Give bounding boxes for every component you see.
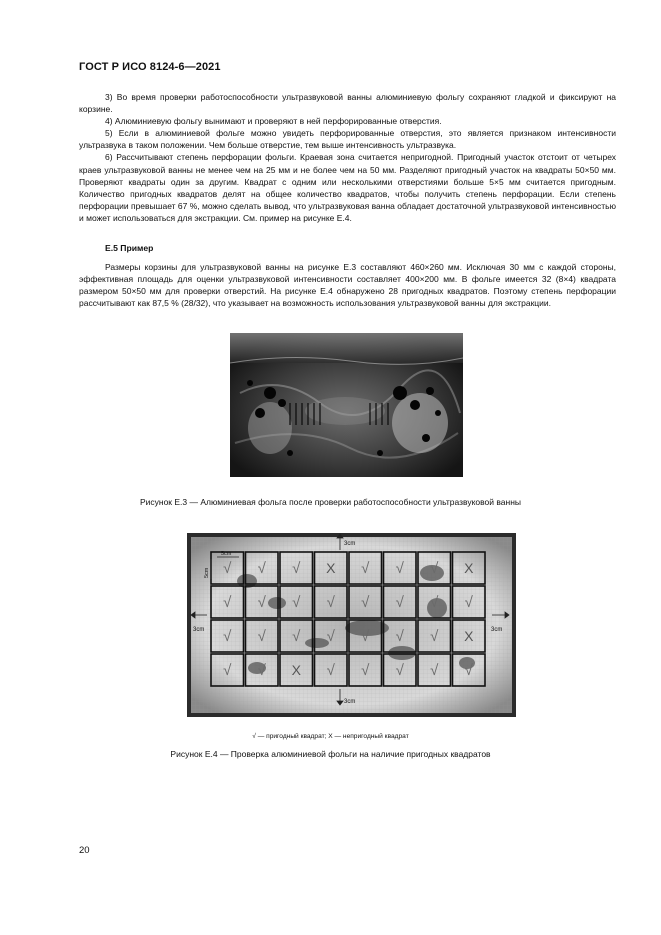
figure-e4-legend: √ — пригодный квадрат; X — непригодный квадрат [252,733,409,740]
suitable-square-mark: √ [292,594,301,611]
suitable-square-mark: √ [361,662,370,679]
paragraph: 5) Если в алюминиевой фольге можно увидеть перфорированные отверстия, это является признаком интенсивности ультразвука в таком положении. Чем больше отверстие, тем выше интенсивность ультразвука. [79,128,616,151]
suitable-square-mark: √ [395,662,404,679]
paragraph: 4) Алюминиевую фольгу вынимают и проверяют в ней перфорированные отверстия. [105,116,442,127]
paragraph: 6) Рассчитывают степень перфорации фольги. Краевая зона считается непригодной. Пригодный участок отстоит от четырех краев ультразвуковой ванны не менее чем на 25 мм и не более чем на 50 мм. Разделяют пригодный участок на квадраты 50×50 мм. Проверяют квадраты один за другим. Квадрат с одним или несколькими отверстиями больше 5×5 мм считается пригодным. Количество пригодных квадратов делят на общее количество квадратов, чтобы получить степень перфорации. Если степень перфорации превышает 67 %, можно сделать вывод, что ультразвуковая ванна обладает достаточной ультразвуковой интенсивностью и может использоваться для экстракции. См. пример на рисунке E.4. [79,152,616,223]
suitable-square-mark: √ [257,628,266,645]
suitable-square-mark: √ [326,628,335,645]
suitable-square-mark: √ [430,662,439,679]
suitable-square-mark: √ [223,560,232,577]
label-bottom-3cm: 3cm [344,699,356,705]
figure-e3-photo [230,333,463,477]
suitable-square-mark: √ [361,594,370,611]
paragraph: 3) Во время проверки работоспособности ультразвуковой ванны алюминиевую фольгу сохраняют гладкой и фиксируют на корзине. [79,92,616,115]
suitable-square-mark: √ [326,594,335,611]
suitable-square-mark: √ [464,662,473,679]
document-header: ГОСТ Р ИСО 8124-6—2021 [79,61,221,73]
suitable-square-mark: √ [361,628,370,645]
unsuitable-square-mark: X [326,560,336,576]
paragraph: Размеры корзины для ультразвуковой ванны на рисунке E.3 составляют 460×260 мм. Исключая 30 мм с каждой стороны, эффективная площадь для оценки ультразвуковой интенсивности составляет 400×200 мм. В фольге имеется 32 (8×4) квадрата размером 50×50 мм для проверки отверстий. На рисунке E.4 обнаружено 28 пригодных квадратов. Поэтому степень перфорации рассчитывают как 87,5 % (28/32), что указывает на возможность использования ультразвуковой ванны для экстракции. [79,262,616,309]
unsuitable-square-mark: X [464,560,474,576]
section-title: E.5 Пример [105,243,154,253]
suitable-square-mark: √ [223,594,232,611]
suitable-square-mark: √ [430,628,439,645]
suitable-square-mark: √ [292,560,301,577]
suitable-square-mark: √ [223,662,232,679]
suitable-square-mark: √ [257,594,266,611]
suitable-square-mark: √ [257,560,266,577]
procedure-steps [79,91,616,224]
suitable-square-mark: √ [257,662,266,679]
suitable-square-mark: √ [395,594,404,611]
page-number: 20 [79,845,90,856]
suitable-square-mark: √ [395,628,404,645]
unsuitable-square-mark: X [291,662,301,678]
suitable-square-mark: √ [292,628,301,645]
unsuitable-square-mark: X [464,628,474,644]
label-top-3cm: 3cm [344,541,356,547]
figure-e3-caption: Рисунок E.3 — Алюминиевая фольга после проверки работоспособности ультразвуковой ванны [139,497,522,507]
suitable-square-mark: √ [395,560,404,577]
figure-e4-caption: Рисунок E.4 — Проверка алюминиевой фольги на наличие пригодных квадратов [170,749,491,759]
example-text [79,261,616,309]
label-left-3cm: 3cm [193,627,205,633]
suitable-square-mark: √ [326,662,335,679]
suitable-square-mark: √ [430,560,439,577]
label-right-3cm: 3cm [491,627,503,633]
suitable-square-mark: √ [430,594,439,611]
suitable-square-mark: √ [464,594,473,611]
label-5cm-vertical: 5cm [204,567,210,578]
suitable-square-mark: √ [361,560,370,577]
label-5cm-horizontal: 5cm [221,551,232,557]
suitable-square-mark: √ [223,628,232,645]
figure-e4-photo [187,533,516,717]
